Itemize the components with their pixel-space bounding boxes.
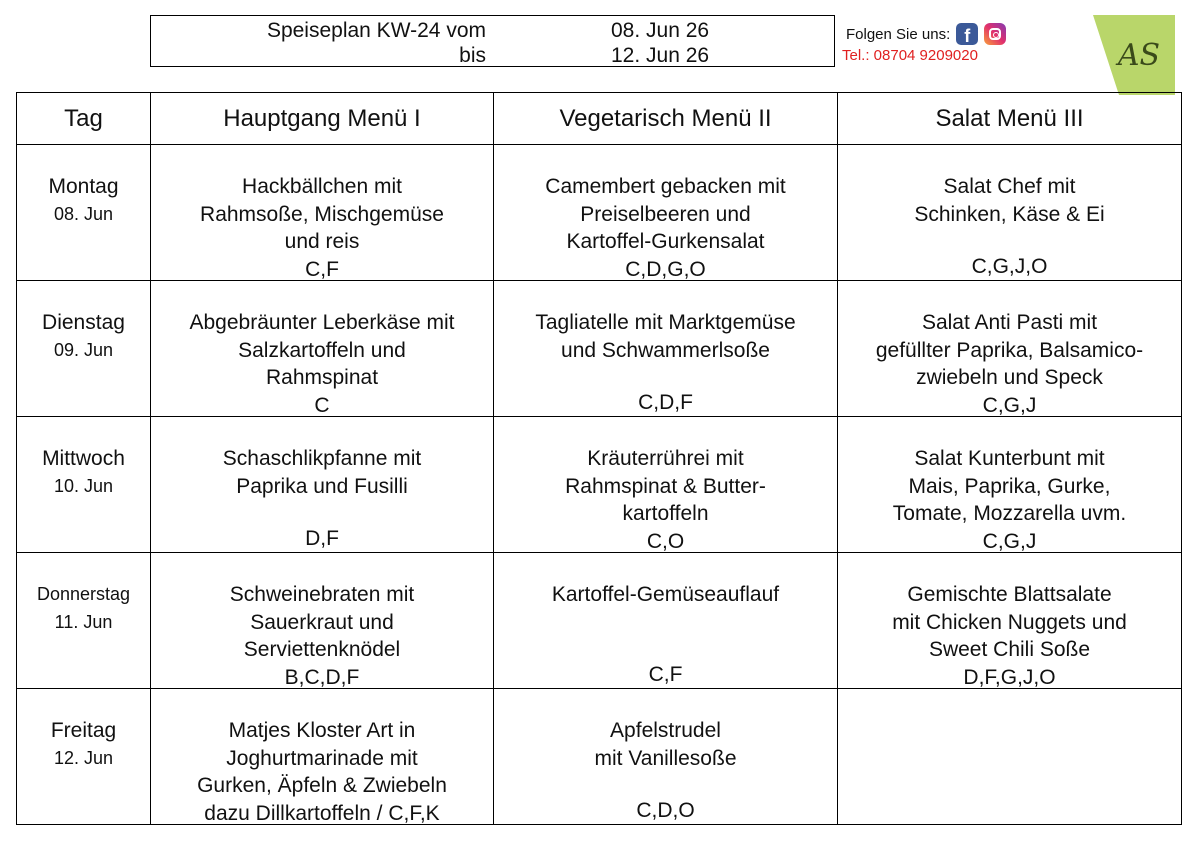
menu-row (17, 281, 1182, 417)
allergen-codes: D,F,G,J,O (963, 665, 1056, 689)
date-from: 08. Jun 26 (611, 19, 710, 42)
dish-text: Kartoffel-Gemüseauflauf (551, 583, 780, 606)
allergen-codes: C,O (646, 529, 685, 553)
day-cell (17, 145, 151, 281)
day-cell (17, 281, 151, 417)
vegetarian-dish-cell (494, 553, 838, 689)
day-name: Mittwoch (42, 447, 125, 470)
allergen-codes: D,F (305, 526, 339, 550)
allergen-codes: C,G,J (982, 529, 1037, 553)
menu-row (17, 553, 1182, 689)
main-dish-cell (151, 281, 494, 417)
allergen-codes: C,D,O (636, 798, 695, 822)
day-date: 09. Jun (53, 339, 114, 360)
dish-text: Abgebräunter Leberkäse mit Salzkartoffeln und Rahmspinat (189, 311, 455, 389)
bis-label: bis (459, 44, 486, 67)
header-salad: Salat Menü III (838, 93, 1182, 145)
facebook-icon[interactable]: f (956, 23, 978, 45)
salad-dish-cell (838, 281, 1182, 417)
menu-table (16, 92, 1182, 825)
menu-row (17, 689, 1182, 825)
dish-text: Salat Anti Pasti mit gefüllter Paprika, Balsamico- zwiebeln und Speck (875, 311, 1144, 389)
main-dish-cell (151, 553, 494, 689)
day-name: Montag (48, 175, 119, 198)
allergen-codes: C,F (305, 257, 339, 281)
menu-row (17, 417, 1182, 553)
telephone: Tel.: 08704 9209020 (842, 47, 978, 64)
day-date: 12. Jun (53, 747, 114, 768)
day-date: 10. Jun (53, 475, 114, 496)
salad-dish-cell (838, 553, 1182, 689)
follow-text: Folgen Sie uns: (846, 25, 951, 43)
vegetarian-dish-cell (494, 417, 838, 553)
instagram-icon[interactable] (984, 23, 1006, 45)
main-dish-cell (151, 145, 494, 281)
plan-title: Speiseplan KW-24 vom (266, 19, 486, 42)
menu-row (17, 145, 1182, 281)
social-follow (846, 23, 1006, 45)
dish-text: Gemischte Blattsalate mit Chicken Nuggets und Sweet Chili Soße (892, 583, 1127, 661)
salad-dish-cell (838, 689, 1182, 825)
allergen-codes: C,D,F (638, 390, 693, 414)
dish-text: Matjes Kloster Art in Joghurtmarinade mit Gurken, Äpfeln & Zwiebeln dazu Dillkartoffeln / C,F,K (197, 719, 447, 825)
allergen-codes: B,C,D,F (284, 665, 360, 689)
day-cell (17, 553, 151, 689)
header-main: Hauptgang Menü I (151, 93, 494, 145)
dish-text: Camembert gebacken mit Preiselbeeren und Kartoffel-Gurkensalat (545, 175, 786, 253)
dish-text: Kräuterrührei mit Rahmspinat & Butter- kartoffeln (565, 447, 766, 525)
date-to: 12. Jun 26 (611, 44, 710, 67)
salad-dish-cell (838, 145, 1182, 281)
allergen-codes: C (314, 393, 330, 417)
allergen-codes: C,D,G,O (625, 257, 706, 281)
dish-text: Tagliatelle mit Marktgemüse und Schwammerlsoße (535, 311, 796, 362)
dish-text: Salat Kunterbunt mit Mais, Paprika, Gurke, Tomate, Mozzarella uvm. (892, 447, 1127, 525)
day-name: Freitag (50, 719, 117, 742)
day-name: Donnerstag (36, 584, 131, 604)
header-vegetarian: Vegetarisch Menü II (494, 93, 838, 145)
dish-text: Schaschlikpfanne mit Paprika und Fusilli (222, 447, 422, 498)
dish-text: Apfelstrudel mit Vanillesoße (594, 719, 737, 770)
vegetarian-dish-cell (494, 145, 838, 281)
day-cell (17, 417, 151, 553)
menu-header-row (17, 93, 1182, 145)
main-dish-cell (151, 689, 494, 825)
allergen-codes: C,G,J (982, 393, 1037, 417)
main-dish-cell (151, 417, 494, 553)
logo (1093, 15, 1175, 95)
vegetarian-dish-cell (494, 281, 838, 417)
logo-monogram: AS (1117, 38, 1161, 73)
day-cell (17, 689, 151, 825)
salad-dish-cell (838, 417, 1182, 553)
allergen-codes: C,F (648, 662, 683, 686)
dish-text: Schweinebraten mit Sauerkraut und Serviettenknödel (229, 583, 415, 661)
week-header-box (150, 15, 835, 67)
day-date: 08. Jun (53, 203, 114, 224)
allergen-codes: C,G,J,O (971, 254, 1048, 278)
day-name: Dienstag (42, 311, 125, 334)
vegetarian-dish-cell (494, 689, 838, 825)
dish-text: Salat Chef mit Schinken, Käse & Ei (914, 175, 1105, 226)
dish-text: Hackbällchen mit Rahmsoße, Mischgemüse und reis (200, 175, 444, 253)
day-date: 11. Jun (54, 611, 113, 632)
header-tag: Tag (17, 93, 151, 145)
